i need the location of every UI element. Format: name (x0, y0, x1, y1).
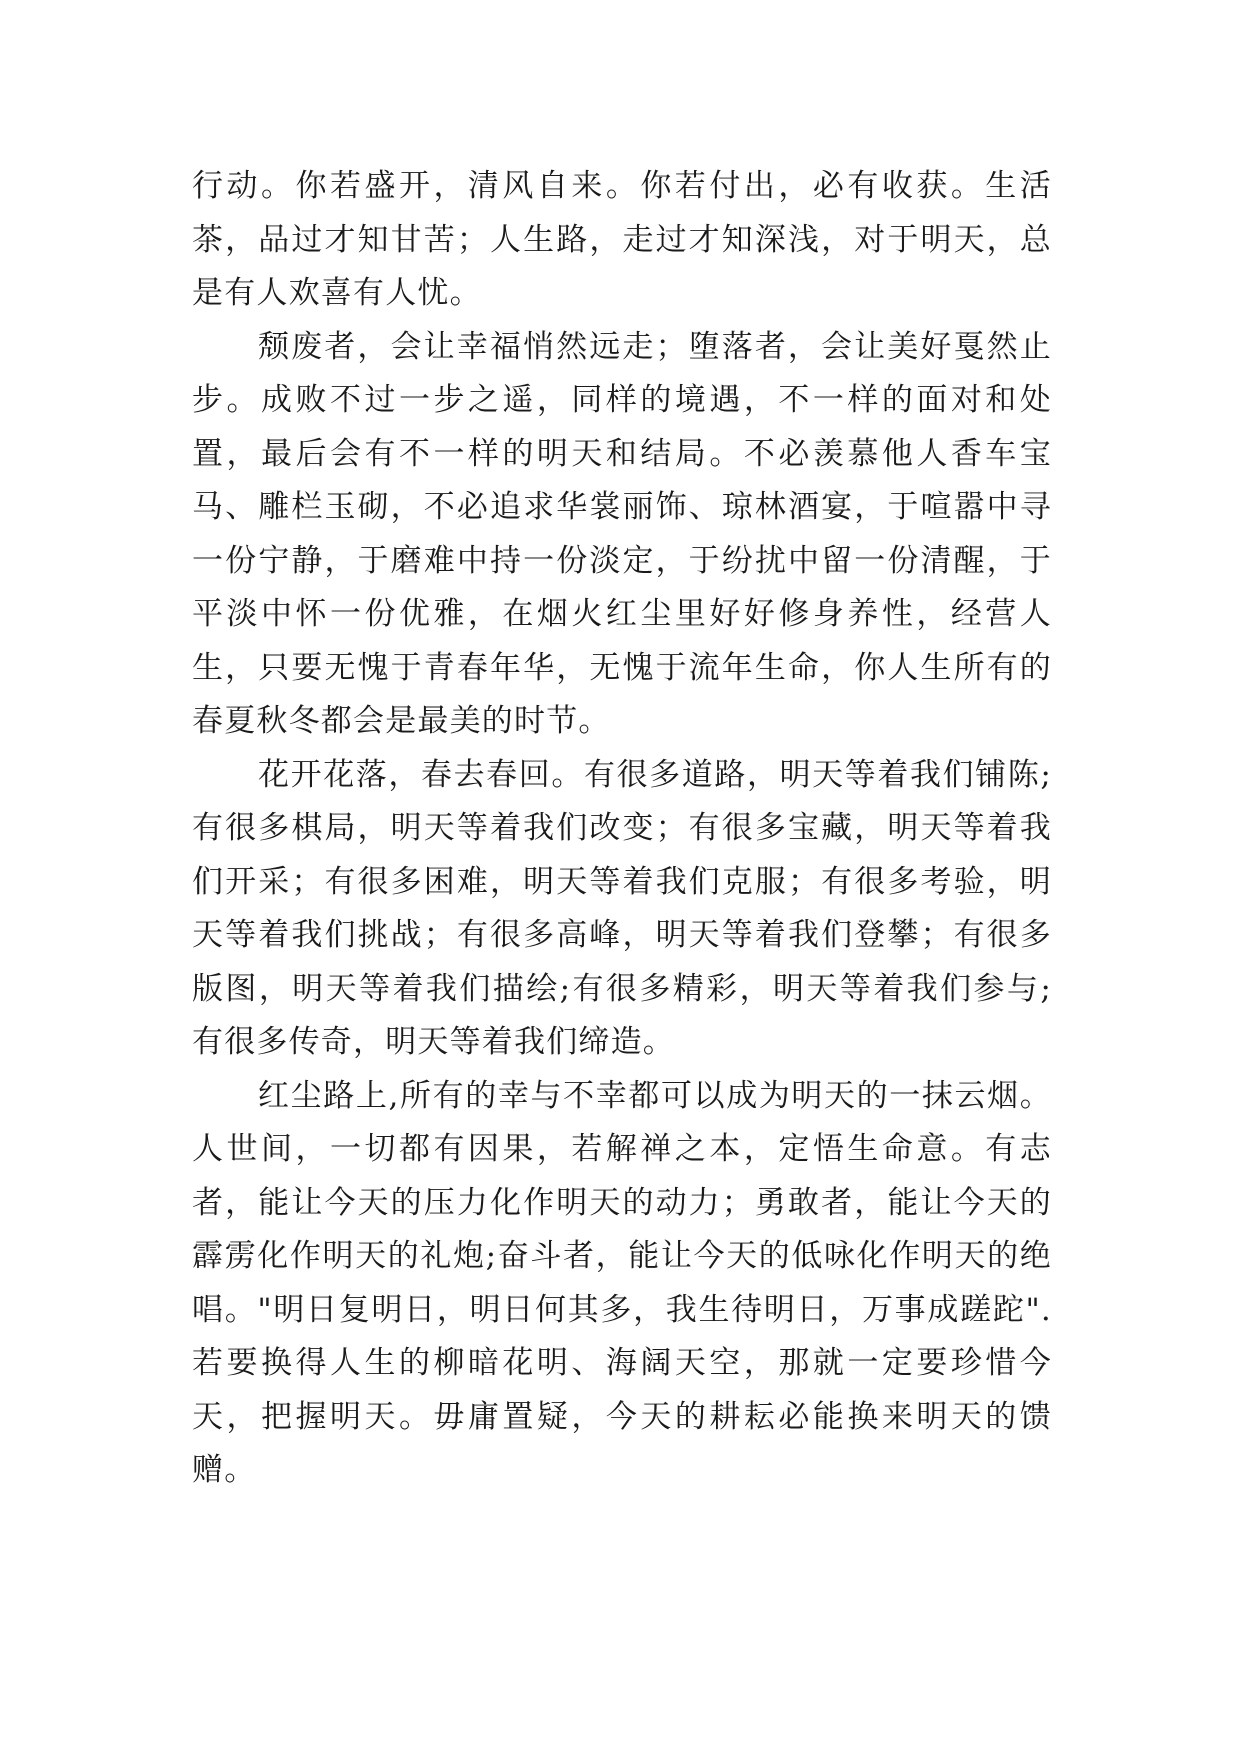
paragraph-continued: 行动。你若盛开，清风自来。你若付出，必有收获。生活茶，品过才知甘苦；人生路，走过才知深浅，对于明天，总是有人欢喜有人忧。 (192, 168, 1052, 311)
document-body (192, 160, 1052, 1498)
paragraph: 颓废者，会让幸福悄然远走；堕落者，会让美好戛然止步。成败不过一步之遥，同样的境遇，不一样的面对和处置，最后会有不一样的明天和结局。不必羡慕他人香车宝马、雕栏玉砌，不必追求华裳丽饰、琼林酒宴，于喧嚣中寻一份宁静，于磨难中持一份淡定，于纷扰中留一份清醒，于平淡中怀一份优雅，在烟火红尘里好好修身养性，经营人生，只要无愧于青春年华，无愧于流年生命，你人生所有的春夏秋冬都会是最美的时节。 (192, 328, 1052, 739)
paragraph: 红尘路上,所有的幸与不幸都可以成为明天的一抹云烟。人世间，一切都有因果，若解禅之本，定悟生命意。有志者，能让今天的压力化作明天的动力；勇敢者，能让今天的霹雳化作明天的礼炮;奋斗者，能让今天的低咏化作明天的绝唱。"明日复明日，明日何其多，我生待明日，万事成蹉跎".若要换得人生的柳暗花明、海阔天空，那就一定要珍惜今天，把握明天。毋庸置疑，今天的耕耘必能换来明天的馈赠。 (192, 1077, 1052, 1488)
paragraph: 花开花落，春去春回。有很多道路，明天等着我们铺陈;有很多棋局，明天等着我们改变；有很多宝藏，明天等着我们开采；有很多困难，明天等着我们克服；有很多考验，明天等着我们挑战；有很多高峰，明天等着我们登攀；有很多版图，明天等着我们描绘;有很多精彩，明天等着我们参与;有很多传奇，明天等着我们缔造。 (192, 756, 1052, 1060)
